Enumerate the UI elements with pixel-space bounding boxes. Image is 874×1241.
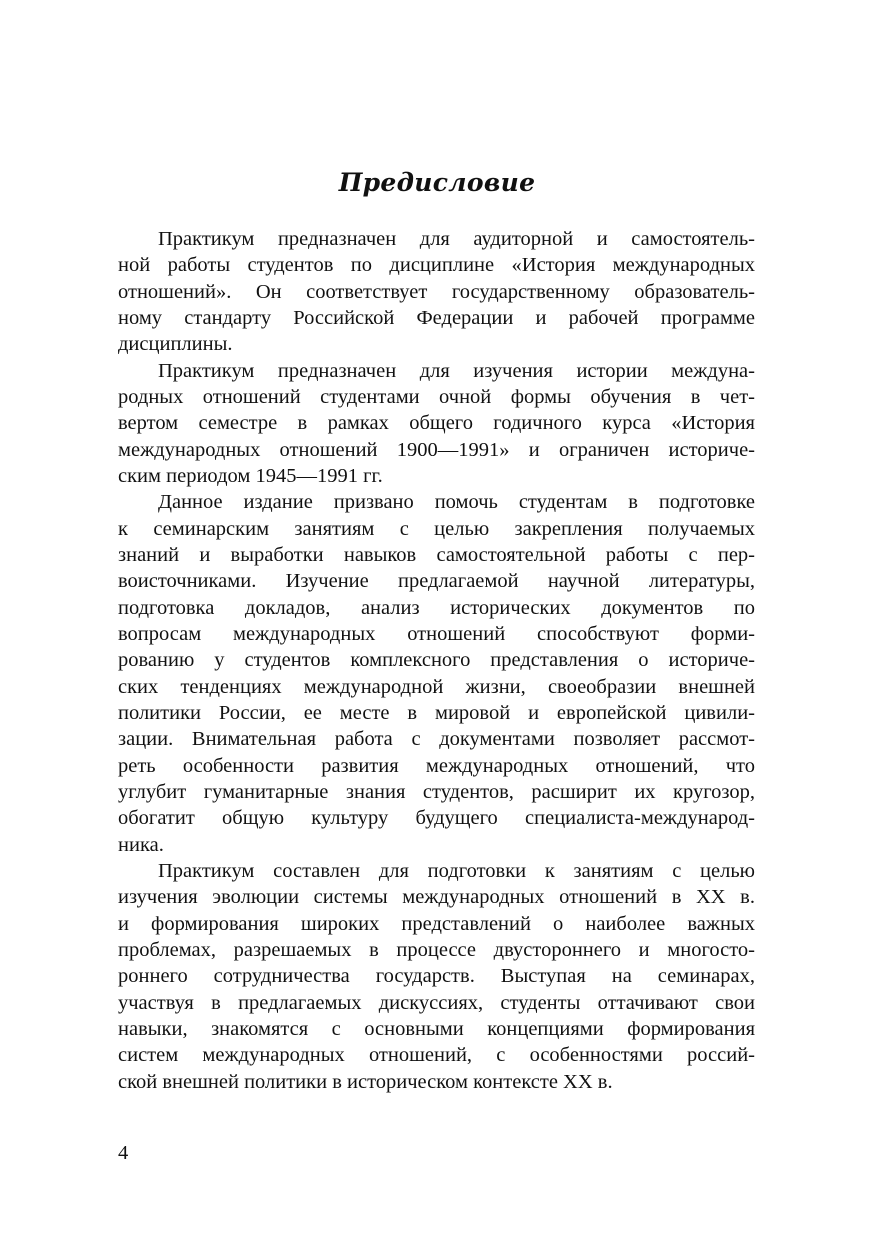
text-line: к семинарским занятиям с целью закрепления получаемых	[118, 517, 755, 540]
page-title: Предисловие	[338, 168, 536, 197]
text-line: ской внешней политики в историческом контексте XX в.	[118, 1070, 613, 1093]
text-line: рованию у студентов комплексного представления о историче-	[118, 649, 755, 672]
text-line: Практикум составлен для подготовки к занятиям с целью	[158, 859, 755, 882]
text-line: роннего сотрудничества государств. Выступая на семинарах,	[118, 965, 755, 988]
text-line: реть особенности развития международных отношений, что	[118, 754, 755, 777]
text-line: родных отношений студентами очной формы обучения в чет-	[118, 385, 755, 408]
text-line: углубит гуманитарные знания студентов, расширит их кругозор,	[118, 780, 755, 803]
text-line: систем международных отношений, с особенностями россий-	[118, 1044, 755, 1067]
text-line: вертом семестре в рамках общего годичного курса «История	[118, 412, 755, 435]
text-line: отношений». Он соответствует государственному образователь-	[118, 280, 755, 303]
text-line: подготовка докладов, анализ исторических документов по	[118, 596, 755, 619]
text-line: вопросам международных отношений способствуют форми-	[118, 622, 755, 645]
text-line: и формирования широких представлений о наиболее важных	[118, 912, 755, 935]
text-line: участвуя в предлагаемых дискуссиях, студенты оттачивают свои	[118, 991, 755, 1014]
text-line: Практикум предназначен для аудиторной и самостоятель-	[158, 228, 755, 250]
text-line: политики России, ее месте в мировой и европейской цивили-	[118, 701, 755, 724]
text-line: ника.	[118, 833, 164, 856]
text-line: обогатит общую культуру будущего специалиста-международ-	[118, 807, 755, 830]
page-number: 4	[118, 1142, 129, 1164]
text-line: ским периодом 1945—1991 гг.	[118, 464, 383, 487]
text-line: зации. Внимательная работа с документами позволяет рассмот-	[118, 728, 755, 751]
text-line: проблемах, разрешаемых в процессе двустороннего и многосто-	[118, 938, 755, 961]
text-line: изучения эволюции системы международных отношений в XX в.	[118, 886, 755, 909]
text-line: международных отношений 1900—1991» и ограничен историче-	[118, 438, 755, 461]
text-line: ной работы студентов по дисциплине «История международных	[118, 254, 755, 277]
text-line: дисциплины.	[118, 333, 233, 356]
text-line: ских тенденциях международной жизни, своеобразии внешней	[118, 675, 755, 698]
text-line: навыки, знакомятся с основными концепциями формирования	[118, 1017, 755, 1040]
text-line: воисточниками. Изучение предлагаемой научной литературы,	[118, 570, 755, 593]
body-text	[118, 226, 755, 1095]
text-line: ному стандарту Российской Федерации и рабочей программе	[118, 306, 755, 329]
text-line: знаний и выработки навыков самостоятельной работы с пер-	[118, 543, 755, 566]
text-line: Практикум предназначен для изучения истории междуна-	[158, 359, 755, 382]
text-line: Данное издание призвано помочь студентам в подготовке	[158, 491, 755, 514]
